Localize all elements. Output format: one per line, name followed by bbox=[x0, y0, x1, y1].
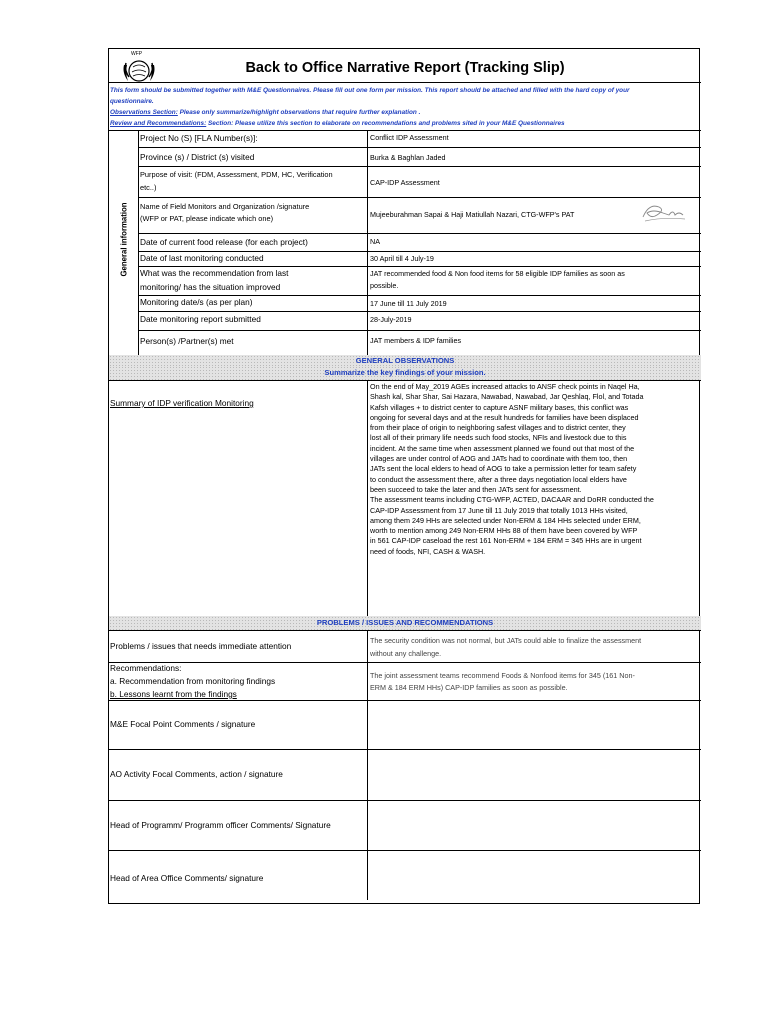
summary-line: need of foods, NFI, CASH & WASH. bbox=[370, 546, 486, 556]
monitoring-dates-value: 17 June till 11 July 2019 bbox=[370, 299, 447, 308]
page-title: Back to Office Narrative Report (Tracking Slip) bbox=[245, 60, 565, 76]
last-monitoring-value: 30 April till 4 July-19 bbox=[370, 254, 434, 263]
recommendations-value-line1: The joint assessment teams recommend Foods & Nonfood items for 345 (161 Non- bbox=[370, 671, 635, 680]
issues-value-line1: The security condition was not normal, but JATs could able to finalize the assessment bbox=[370, 636, 642, 645]
summary-line: from their place of origin to neighboring safest villages and to district center, they bbox=[370, 423, 626, 433]
food-release-value: NA bbox=[370, 237, 380, 246]
key-findings-band: Summarize the key findings of your mission. bbox=[109, 366, 701, 380]
summary-line: On the end of May_2019 AGEs increased attacks to ANSF check points in Naqel Ha, bbox=[370, 382, 640, 391]
me-focal-point-label: M&E Focal Point Comments / signature bbox=[110, 719, 256, 729]
purpose-label-line2: etc..) bbox=[140, 183, 157, 192]
persons-met-value: JAT members & IDP families bbox=[370, 336, 462, 345]
instruction-line-1: This form should be submitted together with M&E Questionnaires. Please fill out one form per mission. This report should be attached and filled with the hard copy of your bbox=[110, 87, 630, 94]
summary-line: Kafsh villages + to district center to capture ASNF military bases, this conflict was bbox=[370, 402, 629, 412]
summary-line: Shash kal, Shar Shar, Sai Hazara, Nawabad, Nawabad, Jar Qeshlaq, Flol, and Totada bbox=[370, 392, 644, 402]
recommendation-label-line2: monitoring/ has the situation improved bbox=[140, 282, 281, 292]
last-monitoring-label: Date of last monitoring conducted bbox=[140, 253, 264, 263]
project-no-label: Project No (S) [FLA Number(s)]: bbox=[140, 133, 258, 143]
recommendation-value-line1: JAT recommended food & Non food items for 58 eligible IDP families as soon as bbox=[370, 269, 625, 278]
recommendations-label-line1: Recommendations: bbox=[110, 663, 182, 673]
summary-line: to conduct the assessment there, after a three days negotiation local elders have bbox=[370, 474, 627, 484]
instruction-observations: Observations Section: Please only summarize/highlight observations that require further explanation . bbox=[110, 109, 421, 116]
head-of-programm-label: Head of Programm/ Programm officer Comments/ Signature bbox=[110, 820, 331, 830]
province-value: Burka & Baghlan Jaded bbox=[370, 153, 446, 162]
food-release-label: Date of current food release (for each project) bbox=[140, 237, 308, 247]
issues-label: Problems / issues that needs immediate attention bbox=[110, 641, 292, 651]
summary-line: CAP-IDP Assessment from 17 June till 11 July 2019 that totally 1013 HHs visited, bbox=[370, 505, 628, 515]
recommendation-label-line1: What was the recommendation from last bbox=[140, 268, 289, 278]
project-no-value: Conflict IDP Assessment bbox=[370, 133, 449, 142]
recommendations-value-line2: ERM & 184 ERM HHs) CAP-IDP families as soon as possible. bbox=[370, 683, 568, 692]
summary-line: ongoing for several days and at the result hundreds for families have been displaced bbox=[370, 412, 639, 422]
summary-line: JATs sent the local elders to head of AOG to take a permission letter for team safety bbox=[370, 464, 637, 474]
summary-line: lost all of their primary life needs such food stocks, NFIs and livestock due to this bbox=[370, 433, 627, 443]
ao-activity-focal-label: AO Activity Focal Comments, action / signature bbox=[110, 769, 283, 779]
summary-line: worth to mention among 249 Non-ERM HHs 88 of them have been covered by WFP bbox=[370, 526, 638, 536]
summary-line: been succeed to take the later and then JATs sent for assessment. bbox=[370, 484, 582, 494]
field-monitors-label-line1: Name of Field Monitors and Organization /signature bbox=[140, 202, 310, 211]
tracking-slip-form bbox=[108, 48, 700, 904]
summary-text bbox=[370, 382, 654, 557]
logo-text: WFP bbox=[131, 51, 143, 57]
purpose-value: CAP-IDP Assessment bbox=[370, 178, 440, 187]
general-observations-band: GENERAL OBSERVATIONS bbox=[109, 355, 701, 366]
field-monitors-value: Mujeeburahman Sapai & Haji Matiullah Nazari, CTG-WFP's PAT bbox=[370, 210, 575, 219]
instruction-review: Review and Recommendations: Section: Please utilize this section to elaborate on recommendations and problems sited in your M&E Questionnaires bbox=[110, 120, 565, 127]
issues-value-line2: without any challenge. bbox=[370, 649, 442, 658]
province-label: Province (s) / District (s) visited bbox=[140, 152, 255, 162]
report-submitted-label: Date monitoring report submitted bbox=[140, 314, 261, 324]
monitoring-dates-label: Monitoring date/s (as per plan) bbox=[140, 297, 253, 307]
purpose-label-line1: Purpose of visit: (FDM, Assessment, PDM, HC, Verification bbox=[140, 170, 333, 179]
summary-line: in 561 CAP-IDP caseload the rest 161 Non-ERM + 184 ERM = 345 HHs are in urgent bbox=[370, 536, 642, 546]
summary-line: villages are under control of AOG and JATs had to coordinate with them too, then bbox=[370, 454, 628, 464]
persons-met-label: Person(s) /Partner(s) met bbox=[140, 336, 234, 346]
recommendations-label-line2: a. Recommendation from monitoring findings bbox=[110, 676, 276, 686]
field-monitors-label-line2: (WFP or PAT, please indicate which one) bbox=[140, 214, 274, 223]
recommendations-label-line3: b. Lessons learnt from the findings bbox=[110, 689, 237, 699]
recommendation-value-line2: possible. bbox=[370, 281, 399, 290]
summary-line: The assessment teams including CTG-WFP, ACTED, DACAAR and DoRR conducted the bbox=[370, 495, 654, 505]
summary-label: Summary of IDP verification Monitoring bbox=[110, 398, 254, 408]
summary-line: among them 249 HHs are selected under Non-ERM & 184 HHs selected under ERM, bbox=[370, 515, 641, 525]
summary-line: incident. At the same time when assessment planned we found out that most of the bbox=[370, 443, 635, 453]
general-information-side-label: General information bbox=[119, 202, 129, 277]
head-of-area-office-label: Head of Area Office Comments/ signature bbox=[110, 873, 264, 883]
instruction-line-2: questionnaire. bbox=[110, 98, 154, 105]
signature-image bbox=[639, 199, 691, 225]
problems-band: PROBLEMS / ISSUES AND RECOMMENDATIONS bbox=[109, 616, 701, 630]
report-submitted-value: 28-July-2019 bbox=[370, 315, 412, 324]
